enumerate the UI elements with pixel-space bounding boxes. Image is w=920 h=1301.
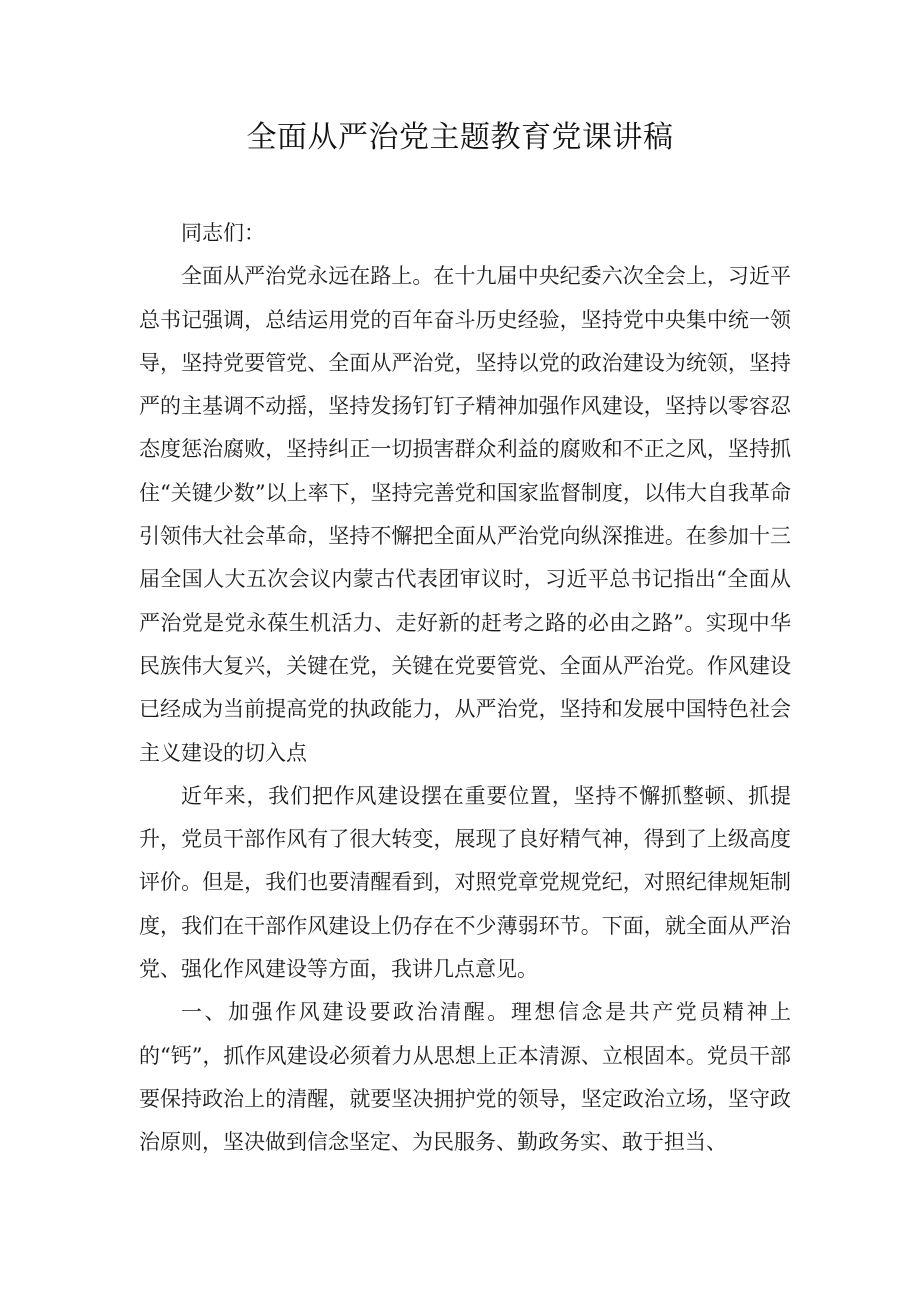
document-body [139, 212, 791, 1165]
paragraph-section-one: 一、加强作风建设要政治清醒。理想信念是共产党员精神上的“钙”，抓作风建设必须着力从思想上正本清源、立根固本。党员干部要保持政治上的清醒，就要坚决拥护党的领导，坚定政治立场，坚守政治原则，坚决做到信念坚定、为民服务、勤政务实、敢于担当、 [139, 1000, 791, 1155]
document-title: 全面从严治党主题教育党课讲稿 [246, 120, 674, 155]
paragraph-salutation: 同志们： [181, 221, 265, 245]
paragraph-intro: 全面从严治党永远在路上。在十九届中央纪委六次全会上，习近平总书记强调，总结运用党的百年奋斗历史经验，坚持党中央集中统一领导，坚持党要管党、全面从严治党，坚持以党的政治建设为统领，坚持严的主基调不动摇，坚持发扬钉钉子精神加强作风建设，坚持以零容忍态度惩治腐败，坚持纠正一切损害群众利益的腐败和不正之风，坚持抓住“关键少数”以上率下，坚持完善党和国家监督制度，以伟大自我革命引领伟大社会革命，坚持不懈把全面从严治党向纵深推进。在参加十三届全国人大五次会议内蒙古代表团审议时，习近平总书记指出“全面从严治党是党永葆生机活力、走好新的赶考之路的必由之路”。实现中华民族伟大复兴，关键在党，关键在党要管党、全面从严治党。作风建设已经成为当前提高党的执政能力，从严治党，坚持和发展中国特色社会主义建设的切入点 [139, 264, 791, 765]
paragraph-recent-years: 近年来，我们把作风建设摆在重要位置，坚持不懈抓整顿、抓提升，党员干部作风有了很大转变，展现了良好精气神，得到了上级高度评价。但是，我们也要清醒看到，对照党章党规党纪，对照纪律规矩制度，我们在干部作风建设上仍存在不少薄弱环节。下面，就全面从严治党、强化作风建设等方面，我讲几点意见。 [139, 783, 791, 982]
